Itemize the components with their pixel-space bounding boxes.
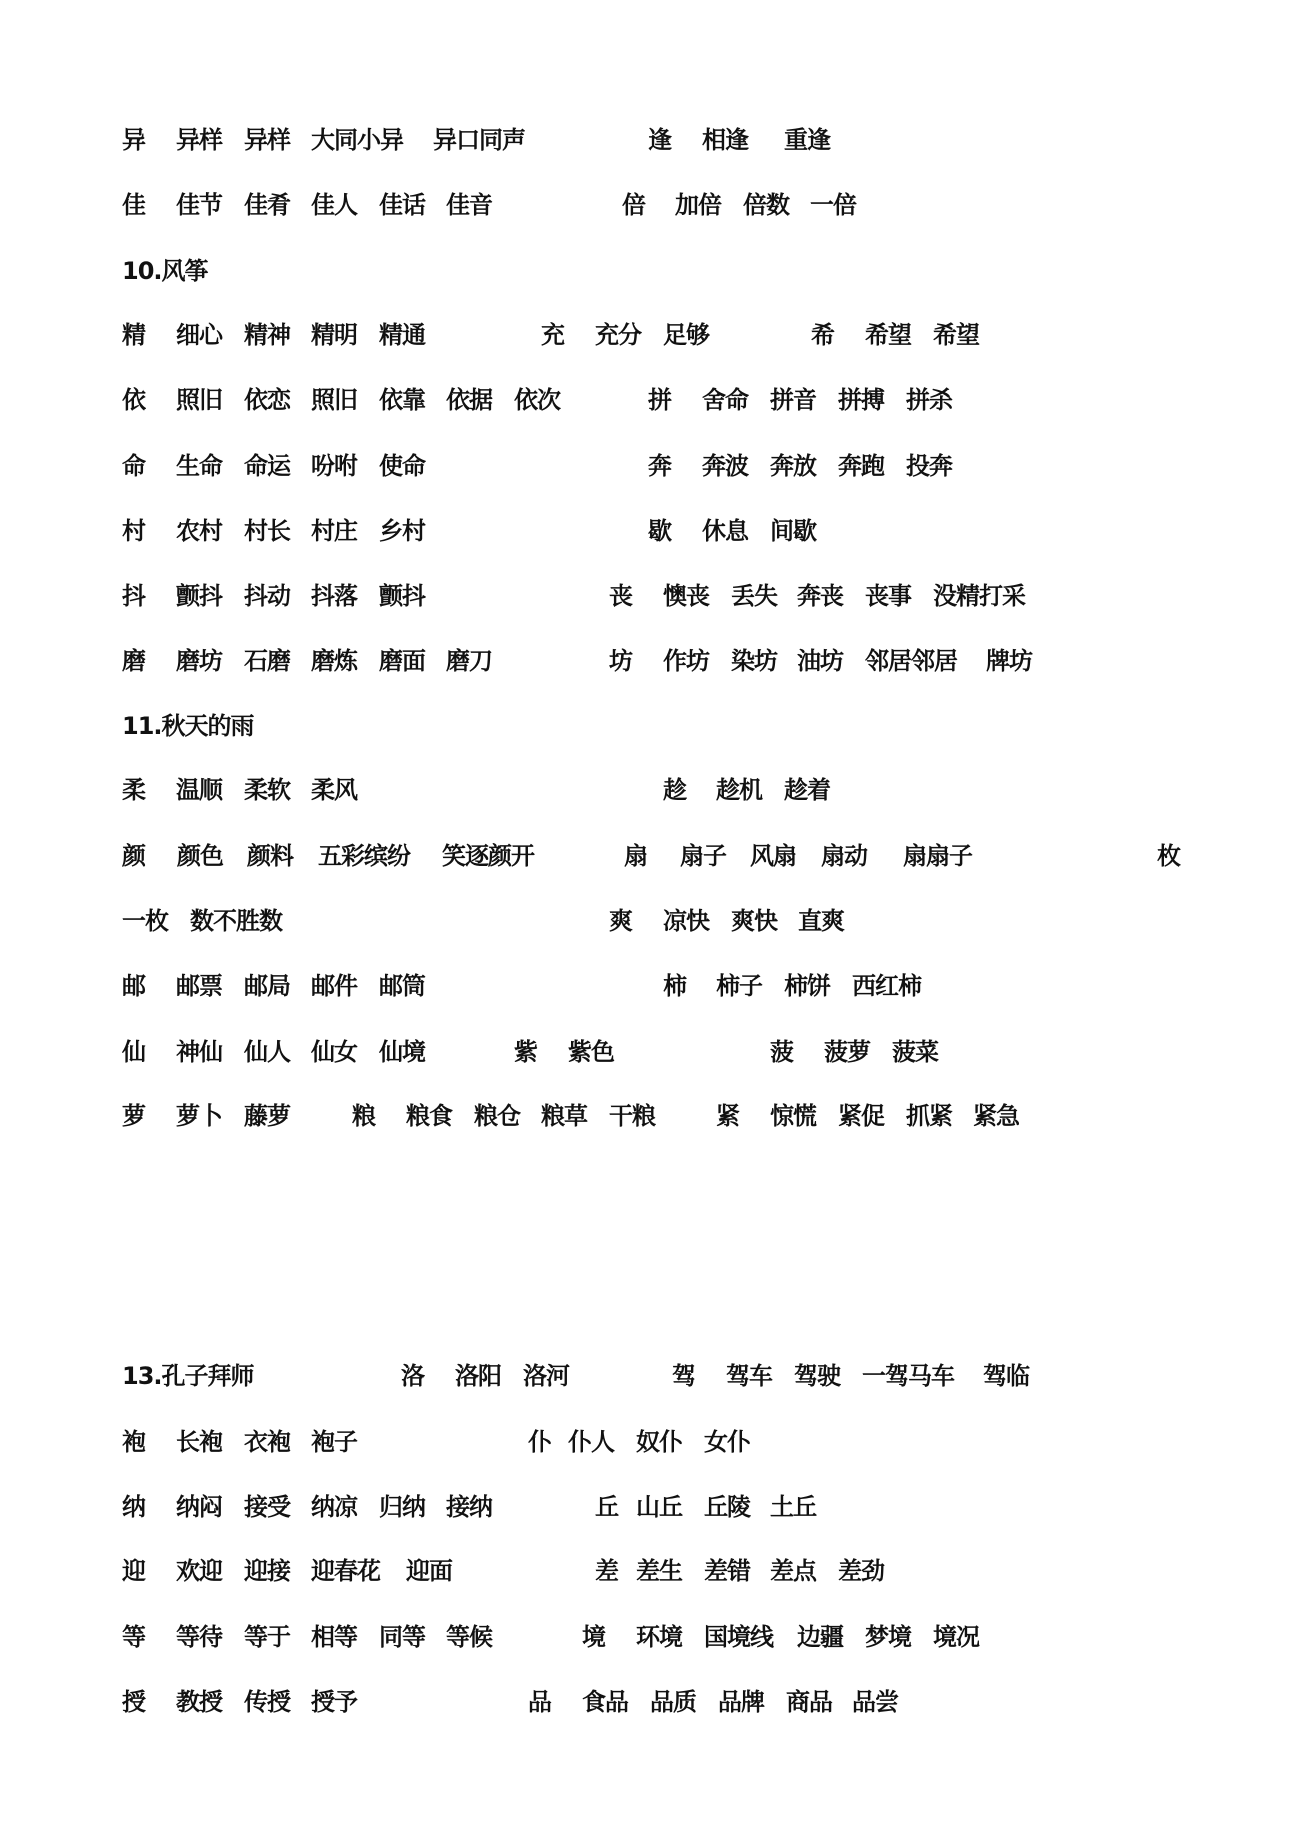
vocab-word: 差劲 bbox=[838, 1557, 884, 1585]
vocab-word: 拼搏 bbox=[838, 386, 884, 414]
vocab-character: 坊 bbox=[609, 647, 632, 675]
vocab-word: 迎接 bbox=[244, 1557, 290, 1585]
vocab-word: 菠萝 bbox=[824, 1038, 870, 1066]
lesson-heading-row bbox=[0, 711, 1302, 741]
vocab-word: 柔软 bbox=[244, 776, 290, 804]
vocab-character: 柔 bbox=[122, 776, 145, 804]
vocab-character: 授 bbox=[122, 1688, 145, 1716]
vocab-row bbox=[0, 1427, 1302, 1457]
vocab-word: 佳话 bbox=[379, 191, 425, 219]
vocab-word: 邮筒 bbox=[379, 972, 425, 1000]
vocab-word: 吩咐 bbox=[311, 452, 357, 480]
lesson-heading: 10.风筝 bbox=[122, 257, 208, 285]
vocab-word: 纳凉 bbox=[311, 1493, 357, 1521]
vocab-word: 石磨 bbox=[244, 647, 290, 675]
vocab-word: 凉快 bbox=[663, 907, 709, 935]
vocab-word: 国境线 bbox=[704, 1623, 773, 1651]
vocab-character: 依 bbox=[122, 386, 145, 414]
lesson-heading: 11.秋天的雨 bbox=[122, 712, 254, 740]
vocab-character: 菠 bbox=[770, 1038, 793, 1066]
vocab-character: 境 bbox=[582, 1623, 605, 1651]
vocab-row bbox=[0, 906, 1302, 936]
vocab-word: 抓紧 bbox=[906, 1102, 952, 1130]
vocab-word: 使命 bbox=[379, 452, 425, 480]
vocab-word: 奔跑 bbox=[838, 452, 884, 480]
vocab-word: 传授 bbox=[244, 1688, 290, 1716]
vocab-character: 枚 bbox=[1157, 842, 1180, 870]
vocab-word: 趁机 bbox=[716, 776, 762, 804]
vocab-word: 等于 bbox=[244, 1623, 290, 1651]
vocab-character: 纳 bbox=[122, 1493, 145, 1521]
vocab-character: 迎 bbox=[122, 1557, 145, 1585]
vocab-word: 加倍 bbox=[675, 191, 721, 219]
vocab-word: 舍命 bbox=[702, 386, 748, 414]
vocab-word: 紧促 bbox=[838, 1102, 884, 1130]
vocab-word: 间歇 bbox=[770, 517, 816, 545]
vocab-character: 丧 bbox=[609, 582, 632, 610]
vocab-character: 紫 bbox=[514, 1038, 537, 1066]
vocab-word: 异样 bbox=[244, 126, 290, 154]
vocab-word: 丢失 bbox=[731, 582, 777, 610]
vocab-word: 扇扇子 bbox=[903, 842, 972, 870]
vocab-word: 商品 bbox=[786, 1688, 832, 1716]
vocab-word: 依靠 bbox=[379, 386, 425, 414]
vocab-word: 仙人 bbox=[244, 1038, 290, 1066]
vocab-word: 柿饼 bbox=[784, 972, 830, 1000]
vocab-row bbox=[0, 1101, 1302, 1131]
vocab-character: 颜 bbox=[122, 842, 145, 870]
vocab-word: 西红柿 bbox=[852, 972, 921, 1000]
vocab-character: 歇 bbox=[648, 517, 671, 545]
vocab-word: 仆人 bbox=[568, 1428, 614, 1456]
vocab-word: 颤抖 bbox=[176, 582, 222, 610]
vocab-word: 抖落 bbox=[311, 582, 357, 610]
vocab-character: 仆 bbox=[528, 1428, 551, 1456]
vocab-character: 洛 bbox=[401, 1362, 424, 1390]
vocab-word: 仙境 bbox=[379, 1038, 425, 1066]
vocab-word: 没精打采 bbox=[933, 582, 1025, 610]
vocab-word: 衣袍 bbox=[244, 1428, 290, 1456]
vocab-character: 一枚 bbox=[122, 907, 168, 935]
vocab-word: 干粮 bbox=[609, 1102, 655, 1130]
vocab-word: 山丘 bbox=[636, 1493, 682, 1521]
vocab-word: 欢迎 bbox=[176, 1557, 222, 1585]
vocab-word: 依次 bbox=[514, 386, 560, 414]
vocab-word: 笑逐颜开 bbox=[442, 842, 534, 870]
vocab-word: 等候 bbox=[446, 1623, 492, 1651]
vocab-word: 迎面 bbox=[406, 1557, 452, 1585]
vocab-character: 柿 bbox=[663, 972, 686, 1000]
vocab-word: 神仙 bbox=[176, 1038, 222, 1066]
vocab-word: 足够 bbox=[663, 321, 709, 349]
vocab-word: 相等 bbox=[311, 1623, 357, 1651]
vocab-word: 接受 bbox=[244, 1493, 290, 1521]
vocab-character: 驾 bbox=[672, 1362, 695, 1390]
vocab-word: 精明 bbox=[311, 321, 357, 349]
vocab-word: 佳肴 bbox=[244, 191, 290, 219]
vocab-row bbox=[0, 646, 1302, 676]
vocab-word: 紫色 bbox=[568, 1038, 614, 1066]
vocab-word: 柿子 bbox=[716, 972, 762, 1000]
vocab-word: 归纳 bbox=[379, 1493, 425, 1521]
vocab-word: 长袍 bbox=[176, 1428, 222, 1456]
vocab-word: 异口同声 bbox=[433, 126, 525, 154]
lesson-heading: 13.孔子拜师 bbox=[122, 1362, 254, 1390]
vocab-word: 同等 bbox=[379, 1623, 425, 1651]
vocab-word: 纳闷 bbox=[176, 1493, 222, 1521]
vocab-word: 食品 bbox=[582, 1688, 628, 1716]
vocab-row bbox=[0, 190, 1302, 220]
vocab-character: 精 bbox=[122, 321, 145, 349]
vocab-row bbox=[0, 1622, 1302, 1652]
vocab-character: 奔 bbox=[648, 452, 671, 480]
vocab-word: 授予 bbox=[311, 1688, 357, 1716]
vocab-word: 直爽 bbox=[798, 907, 844, 935]
vocab-word: 接纳 bbox=[446, 1493, 492, 1521]
vocab-word: 重逢 bbox=[784, 126, 830, 154]
vocab-word: 驾驶 bbox=[794, 1362, 840, 1390]
vocab-word: 牌坊 bbox=[986, 647, 1032, 675]
vocab-character: 袍 bbox=[122, 1428, 145, 1456]
vocab-word: 数不胜数 bbox=[190, 907, 282, 935]
vocab-character: 逢 bbox=[648, 126, 671, 154]
vocab-row bbox=[0, 451, 1302, 481]
vocab-word: 品质 bbox=[650, 1688, 696, 1716]
vocab-word: 教授 bbox=[176, 1688, 222, 1716]
vocab-character: 异 bbox=[122, 126, 145, 154]
vocab-word: 希望 bbox=[933, 321, 979, 349]
vocab-word: 温顺 bbox=[176, 776, 222, 804]
vocab-character: 村 bbox=[122, 517, 145, 545]
vocab-character: 仙 bbox=[122, 1038, 145, 1066]
vocab-word: 休息 bbox=[702, 517, 748, 545]
vocab-character: 等 bbox=[122, 1623, 145, 1651]
vocab-word: 等待 bbox=[176, 1623, 222, 1651]
vocab-character: 佳 bbox=[122, 191, 145, 219]
vocab-character: 扇 bbox=[624, 842, 647, 870]
vocab-word: 佳人 bbox=[311, 191, 357, 219]
vocab-word: 邮件 bbox=[311, 972, 357, 1000]
vocab-word: 佳节 bbox=[176, 191, 222, 219]
vocab-word: 奴仆 bbox=[636, 1428, 682, 1456]
vocab-word: 差生 bbox=[636, 1557, 682, 1585]
vocab-character: 充 bbox=[541, 321, 564, 349]
vocab-word: 菠菜 bbox=[892, 1038, 938, 1066]
vocab-character: 趁 bbox=[663, 776, 686, 804]
vocab-word: 磨面 bbox=[379, 647, 425, 675]
vocab-word: 驾车 bbox=[726, 1362, 772, 1390]
vocab-word: 丧事 bbox=[865, 582, 911, 610]
vocab-word: 品尝 bbox=[852, 1688, 898, 1716]
vocab-word: 希望 bbox=[865, 321, 911, 349]
vocab-word: 邮票 bbox=[176, 972, 222, 1000]
vocab-word: 农村 bbox=[176, 517, 222, 545]
vocab-character: 倍 bbox=[622, 191, 645, 219]
vocab-row bbox=[0, 775, 1302, 805]
vocab-character: 拼 bbox=[648, 386, 671, 414]
vocab-word: 土丘 bbox=[770, 1493, 816, 1521]
vocab-word: 趁着 bbox=[784, 776, 830, 804]
vocab-word: 照旧 bbox=[176, 386, 222, 414]
vocab-word: 惊慌 bbox=[770, 1102, 816, 1130]
vocab-word: 一驾马车 bbox=[862, 1362, 954, 1390]
vocab-word: 差错 bbox=[704, 1557, 750, 1585]
vocab-word: 粮仓 bbox=[474, 1102, 520, 1130]
vocab-word: 女仆 bbox=[704, 1428, 750, 1456]
vocab-word: 梦境 bbox=[865, 1623, 911, 1651]
vocab-row bbox=[0, 1492, 1302, 1522]
vocab-word: 颜料 bbox=[247, 842, 293, 870]
vocab-word: 村长 bbox=[244, 517, 290, 545]
vocab-word: 洛阳 bbox=[455, 1362, 501, 1390]
vocab-word: 染坊 bbox=[731, 647, 777, 675]
vocab-word: 驾临 bbox=[983, 1362, 1029, 1390]
vocab-word: 精通 bbox=[379, 321, 425, 349]
vocab-word: 大同小异 bbox=[311, 126, 403, 154]
vocab-row bbox=[0, 385, 1302, 415]
vocab-word: 依据 bbox=[446, 386, 492, 414]
vocab-character: 紧 bbox=[716, 1102, 739, 1130]
vocab-word: 洛河 bbox=[523, 1362, 569, 1390]
vocab-word: 生命 bbox=[176, 452, 222, 480]
vocab-character: 爽 bbox=[609, 907, 632, 935]
vocab-word: 磨刀 bbox=[446, 647, 492, 675]
vocab-word: 粮食 bbox=[406, 1102, 452, 1130]
vocab-word: 爽快 bbox=[731, 907, 777, 935]
vocab-word: 奔丧 bbox=[797, 582, 843, 610]
vocab-word: 迎春花 bbox=[311, 1557, 380, 1585]
vocab-word: 丘陵 bbox=[704, 1493, 750, 1521]
vocab-character: 磨 bbox=[122, 647, 145, 675]
vocab-word: 境况 bbox=[933, 1623, 979, 1651]
vocab-row bbox=[0, 1361, 1302, 1391]
vocab-word: 颜色 bbox=[177, 842, 223, 870]
vocab-word: 异样 bbox=[176, 126, 222, 154]
vocab-word: 粮草 bbox=[541, 1102, 587, 1130]
vocab-word: 品牌 bbox=[718, 1688, 764, 1716]
vocab-word: 邻居邻居 bbox=[865, 647, 957, 675]
vocab-word: 拼音 bbox=[770, 386, 816, 414]
vocab-word: 投奔 bbox=[906, 452, 952, 480]
vocab-word: 命运 bbox=[244, 452, 290, 480]
vocab-row bbox=[0, 841, 1302, 871]
vocab-word: 一倍 bbox=[810, 191, 856, 219]
vocab-word: 奔波 bbox=[702, 452, 748, 480]
vocab-word: 抖动 bbox=[244, 582, 290, 610]
vocab-word: 紧急 bbox=[973, 1102, 1019, 1130]
vocab-character: 希 bbox=[811, 321, 834, 349]
vocab-character: 品 bbox=[528, 1688, 551, 1716]
vocab-word: 作坊 bbox=[663, 647, 709, 675]
vocab-word: 依恋 bbox=[244, 386, 290, 414]
vocab-word: 拼杀 bbox=[906, 386, 952, 414]
vocab-word: 磨坊 bbox=[176, 647, 222, 675]
vocab-word: 细心 bbox=[176, 321, 222, 349]
vocab-word: 袍子 bbox=[311, 1428, 357, 1456]
vocab-word: 倍数 bbox=[743, 191, 789, 219]
vocab-row bbox=[0, 581, 1302, 611]
vocab-word: 充分 bbox=[595, 321, 641, 349]
vocab-row bbox=[0, 125, 1302, 155]
vocab-character: 邮 bbox=[122, 972, 145, 1000]
vocab-row bbox=[0, 320, 1302, 350]
lesson-heading-row bbox=[0, 256, 1302, 286]
vocab-row bbox=[0, 516, 1302, 546]
vocab-word: 照旧 bbox=[311, 386, 357, 414]
vocab-word: 仙女 bbox=[311, 1038, 357, 1066]
vocab-word: 精神 bbox=[244, 321, 290, 349]
vocab-row bbox=[0, 1687, 1302, 1717]
vocab-row bbox=[0, 1556, 1302, 1586]
vocab-word: 磨炼 bbox=[311, 647, 357, 675]
vocab-word: 佳音 bbox=[446, 191, 492, 219]
vocab-word: 环境 bbox=[636, 1623, 682, 1651]
vocab-word: 村庄 bbox=[311, 517, 357, 545]
vocab-word: 奔放 bbox=[770, 452, 816, 480]
vocab-character: 命 bbox=[122, 452, 145, 480]
vocab-row bbox=[0, 1037, 1302, 1067]
vocab-word: 柔风 bbox=[311, 776, 357, 804]
vocab-word: 颤抖 bbox=[379, 582, 425, 610]
vocab-row bbox=[0, 971, 1302, 1001]
vocab-word: 扇动 bbox=[821, 842, 867, 870]
vocab-word: 相逢 bbox=[702, 126, 748, 154]
vocab-word: 边疆 bbox=[797, 1623, 843, 1651]
vocab-word: 五彩缤纷 bbox=[318, 842, 410, 870]
vocab-word: 油坊 bbox=[797, 647, 843, 675]
vocab-word: 乡村 bbox=[379, 517, 425, 545]
vocab-character: 粮 bbox=[352, 1102, 375, 1130]
vocab-character: 丘 bbox=[595, 1493, 618, 1521]
vocab-word: 扇子 bbox=[680, 842, 726, 870]
vocab-word: 差点 bbox=[770, 1557, 816, 1585]
vocab-character: 萝 bbox=[122, 1102, 145, 1130]
vocab-character: 差 bbox=[595, 1557, 618, 1585]
vocab-word: 藤萝 bbox=[244, 1102, 290, 1130]
vocab-word: 萝卜 bbox=[176, 1102, 222, 1130]
vocab-word: 风扇 bbox=[750, 842, 796, 870]
vocab-character: 抖 bbox=[122, 582, 145, 610]
vocab-word: 懊丧 bbox=[663, 582, 709, 610]
vocab-word: 邮局 bbox=[244, 972, 290, 1000]
